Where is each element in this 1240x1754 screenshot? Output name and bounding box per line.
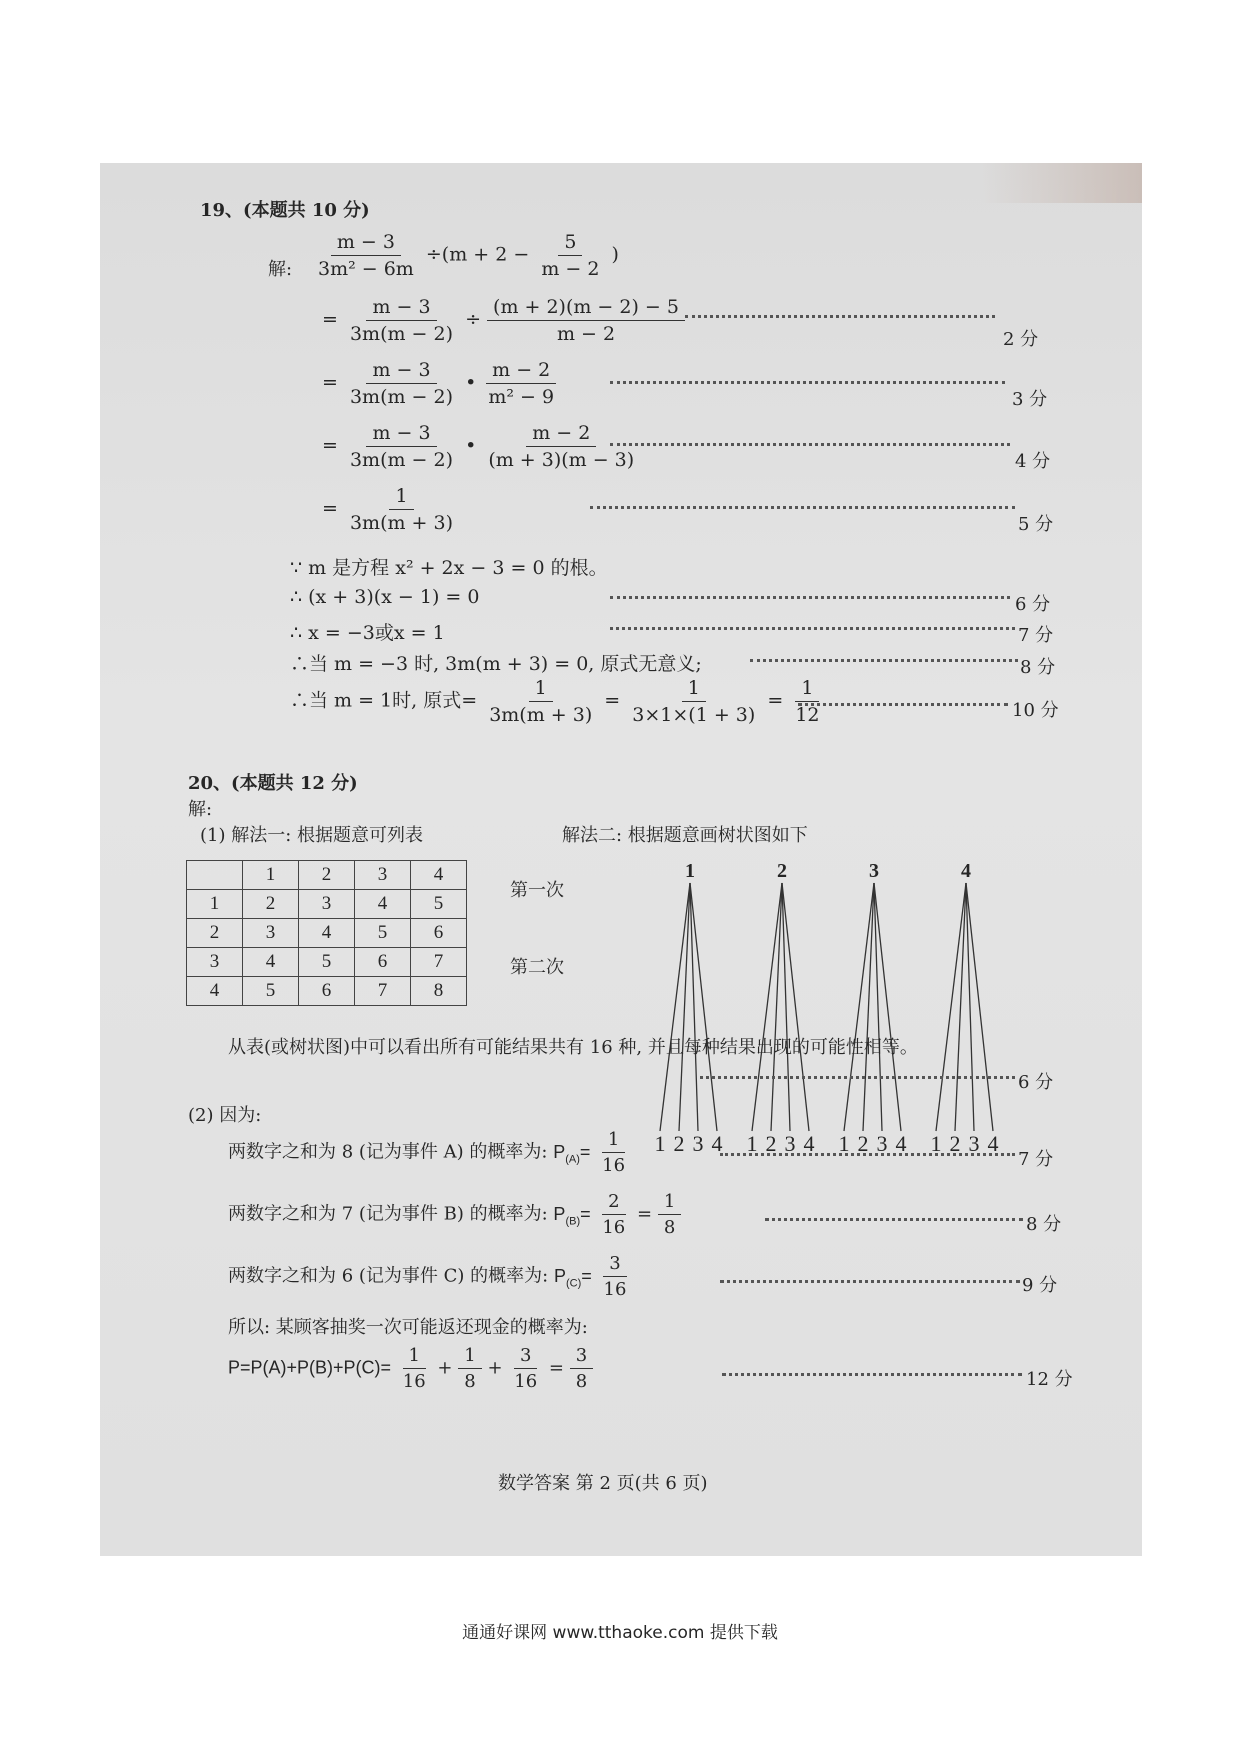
q20-part2-label: (2) 因为:: [188, 1105, 262, 1126]
tree-root-node: 1: [685, 860, 695, 882]
q19-step-5: = $\frac{1}{3m(m + 3)}$: [322, 485, 454, 534]
leader-dots: [722, 1373, 1022, 1376]
event-b-line: 两数字之和为 7 (记为事件 B) 的概率为: $P_{(B)}=$ $\frac{2}{16}$ = $\frac{1}{8}$: [228, 1191, 681, 1238]
tree-branch: [863, 883, 874, 1131]
q20-conclusion: 从表(或树状图)中可以看出所有可能结果共有 16 种, 并且每种结果出现的可能性相等。: [228, 1037, 918, 1058]
q20-points-6: 6 分: [1018, 1072, 1054, 1093]
tree-leaf-node: 4: [987, 1131, 999, 1156]
q19-points-2: 2 分: [1003, 329, 1039, 350]
q19-points-7: 7 分: [1018, 625, 1054, 646]
q19-step-4: = $\frac{m - 3}{3m(m - 2)}$ • $\frac{m - 2}{(m + 3)(m - 3)}$: [322, 422, 635, 471]
tree-root-node: 4: [961, 860, 971, 882]
tree-leaf-node: 4: [803, 1131, 815, 1156]
q19-header: 19、(本题共 10 分): [200, 200, 370, 221]
page-footer: 数学答案 第 2 页(共 6 页): [498, 1473, 708, 1494]
event-c-line: 两数字之和为 6 (记为事件 C) 的概率为: $P_{(C)}=$ $\frac{3}{16}$: [228, 1253, 627, 1300]
tree-leaf-node: 2: [857, 1131, 869, 1156]
leader-dots: [720, 1280, 1020, 1283]
leader-dots: [610, 381, 1005, 384]
tree-diagram: [640, 853, 1060, 1173]
tree-branch: [936, 883, 966, 1131]
q19-case-minus3: ∴当 m = −3 时, 3m(m + 3) = 0, 原式无意义;: [290, 653, 702, 675]
tree-leaf-node: 3: [876, 1131, 888, 1156]
q19-because: ∵ m 是方程 x² + 2x − 3 = 0 的根。: [290, 557, 608, 579]
tree-branch: [771, 883, 782, 1131]
table-row: 1 2 3 4 5: [187, 890, 467, 919]
q20-method-two: 解法二: 根据题意画树状图如下: [562, 825, 808, 846]
page-corner-shadow: [980, 163, 1142, 203]
q19-final-value: ∴当 m = 1时, 原式= $\frac{1}{3m(m + 3)}$ = $\frac{1}{3\times 1\times(1 + 3)}$ = $\frac{1}{12}$: [290, 677, 820, 726]
leader-dots: [700, 1076, 1015, 1079]
q20-method-one: (1) 解法一: 根据题意可列表: [200, 825, 424, 846]
tree-leaf-node: 3: [692, 1131, 704, 1156]
q20-so-text: 所以: 某顾客抽奖一次可能返还现金的概率为:: [228, 1317, 588, 1338]
q19-points-10: 10 分: [1012, 700, 1059, 721]
leader-dots: [765, 1218, 1023, 1221]
tree-branch: [679, 883, 690, 1131]
q19-points-6: 6 分: [1015, 594, 1051, 615]
leader-dots: [798, 703, 1008, 706]
q20-header: 20、(本题共 12 分): [188, 773, 358, 794]
table-row: 3 4 5 6 7: [187, 948, 467, 977]
tree-leaf-node: 2: [673, 1131, 685, 1156]
total-probability: P=P(A)+P(B)+P(C)= $\frac{1}{16}$ + $\frac{1}{8}$ + $\frac{3}{16}$ = $\frac{3}{8}$: [228, 1345, 593, 1392]
q19-expression: $\frac{m - 3}{\text{3m² − 6m}}$ ÷(m + 2 − $\frac{5}{m - 2}$ ): [318, 231, 619, 280]
q20-points-7: 7 分: [1018, 1149, 1054, 1170]
watermark-text: 通通好课网 www.tthaoke.com 提供下载: [462, 1623, 778, 1643]
tree-leaf-node: 1: [654, 1131, 666, 1156]
q19-roots: ∴ x = −3或x = 1: [290, 622, 445, 644]
answer-sheet-photo: [100, 163, 1142, 1556]
tree-branch: [752, 883, 782, 1131]
tree-leaf-node: 3: [784, 1131, 796, 1156]
q20-points-9: 9 分: [1022, 1275, 1058, 1296]
tree-root-node: 2: [777, 860, 787, 882]
table-row: 2 3 4 5 6: [187, 919, 467, 948]
leader-dots: [720, 1153, 1015, 1156]
table-header-row: 1 2 3 4: [187, 861, 467, 890]
q19-step-3: = $\frac{m - 3}{3m(m - 2)}$ • $\frac{m - 2}{\text{m² − 9}}$: [322, 359, 560, 408]
tree-first-draw-label: 第一次: [510, 880, 564, 901]
q20-points-8: 8 分: [1026, 1214, 1062, 1235]
q19-points-5: 5 分: [1018, 514, 1054, 535]
leader-dots: [610, 443, 1010, 446]
q19-step-2: = $\frac{m - 3}{3m(m - 2)}$ ÷ $\frac{(m + 2)(m - 2) - 5}{m - 2}$: [322, 296, 685, 345]
q19-solve-label: 解:: [268, 259, 293, 280]
leader-dots: [590, 506, 1015, 509]
tree-leaf-node: 2: [765, 1131, 777, 1156]
tree-root-node: 3: [869, 860, 879, 882]
sum-table: [186, 860, 467, 1006]
q20-points-12: 12 分: [1026, 1369, 1073, 1390]
q20-solve-label: 解:: [188, 799, 213, 820]
leader-dots: [685, 315, 995, 318]
leader-dots: [750, 659, 1018, 662]
tree-leaf-node: 4: [895, 1131, 907, 1156]
tree-leaf-node: 1: [746, 1131, 758, 1156]
tree-leaf-node: 4: [711, 1131, 723, 1156]
tree-leaf-node: 2: [949, 1131, 961, 1156]
tree-branch: [660, 883, 690, 1131]
tree-leaf-node: 1: [838, 1131, 850, 1156]
tree-branch: [844, 883, 874, 1131]
leader-dots: [610, 596, 1010, 599]
tree-second-draw-label: 第二次: [510, 957, 564, 978]
q19-points-8: 8 分: [1020, 657, 1056, 678]
tree-leaf-node: 1: [930, 1131, 942, 1156]
q19-factor: ∴ (x + 3)(x − 1) = 0: [290, 586, 480, 608]
tree-branch: [955, 883, 966, 1131]
q19-points-4: 4 分: [1015, 451, 1051, 472]
q19-points-3: 3 分: [1012, 389, 1048, 410]
table-row: 4 5 6 7 8: [187, 977, 467, 1006]
leader-dots: [610, 627, 1015, 630]
event-a-line: 两数字之和为 8 (记为事件 A) 的概率为: $P_{(A)}=$ $\frac{1}{16}$: [228, 1129, 626, 1176]
tree-leaf-node: 3: [968, 1131, 980, 1156]
